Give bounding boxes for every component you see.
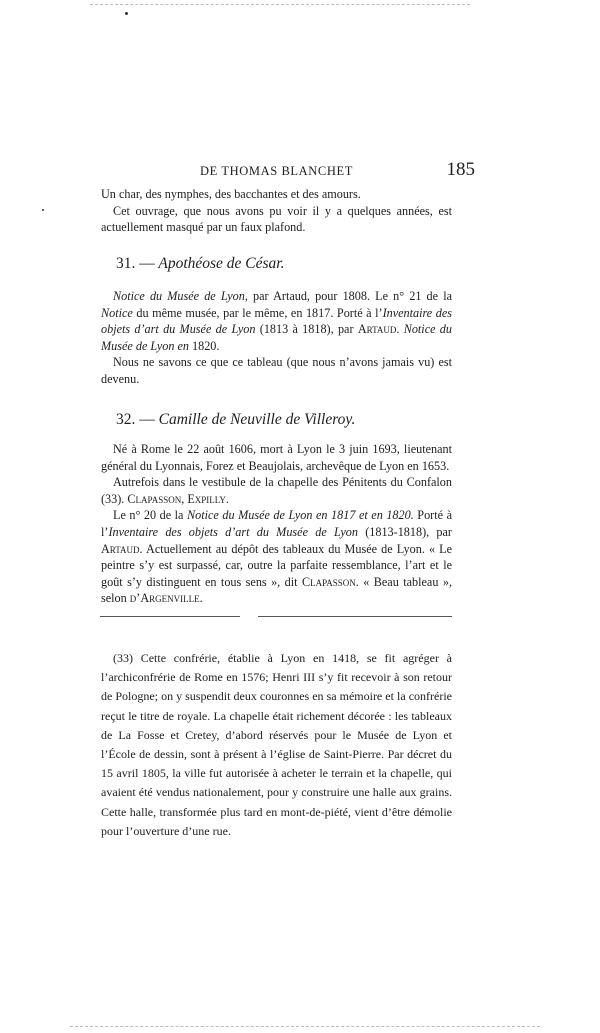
text-italic: Inventaire des objets d’art du Musée de Lyon [101, 305, 452, 337]
footnote-rule [100, 616, 240, 617]
running-title: DE THOMAS BLANCHET [200, 164, 353, 178]
footnote-rule [258, 616, 452, 617]
entry-31-number: 31. — [116, 255, 155, 272]
text-smallcaps: Artaud [101, 541, 140, 556]
text-run: (1813-1818), par [357, 524, 452, 539]
intro-line: Un char, des nymphes, des bacchantes et des amours. [101, 187, 361, 201]
page-number: 185 [446, 159, 475, 180]
entry-32-title: Camille de Neuville de Villeroy. [158, 411, 356, 428]
scan-dot [125, 12, 128, 15]
scan-dot [42, 209, 44, 211]
entry-32-paragraph-2 [101, 474, 452, 507]
text-run: . [225, 491, 229, 506]
text-run: Le n° 20 de la [113, 508, 187, 523]
text-run: par Artaud, pour 1808. Le n° 21 de la [247, 289, 452, 303]
text-smallcaps: Clapasson [301, 574, 356, 589]
entry-32-body [101, 441, 452, 607]
text-smallcaps: Artaud [357, 322, 397, 337]
text-italic: Notice du Musée de Lyon en 1817 et en 1820. [187, 508, 414, 523]
text-italic: Notice du Musée de Lyon, [113, 289, 248, 303]
text-run: 1820. [188, 338, 220, 353]
text-run: . [199, 591, 203, 606]
running-head [200, 159, 475, 182]
entry-31-paragraph-2: Nous ne savons ce que ce tableau (que nous n’avons jamais vu) est devenu. [101, 355, 452, 386]
text-run: . [396, 322, 404, 337]
text-run: du même musée, par le même, en 1817. Porté à l’ [132, 305, 383, 320]
text-run: Autrefois dans le vestibule de la chapelle des Pénitents du Confalon (33). [101, 475, 452, 506]
entry-31-body [101, 288, 452, 388]
text-italic: Notice [101, 305, 133, 320]
entry-32-paragraph-1: Né à Rome le 22 août 1606, mort à Lyon le 3 juin 1693, lieutenant général du Lyonnais, Forez et Beaujolais, archevêque de Lyon en 1653. [101, 442, 452, 473]
text-italic: Inventaire des objets d’art du Musée de Lyon [108, 524, 358, 539]
entry-31-title: Apothéose de César. [158, 255, 285, 272]
text-smallcaps: d’Argenville [129, 591, 200, 606]
text-run: Porté à l’ [101, 508, 452, 539]
scan-edge-bottom [70, 1026, 540, 1028]
text-smallcaps: Clapasson, Expilly [127, 491, 226, 506]
text-italic: Notice du Musée de Lyon en [101, 322, 452, 353]
footnote-33: (33) Cette confrérie, établie à Lyon en 1418, se fit agréger à l’archiconfrérie de Rome en 1576; Henri III s’y fit recevoir à son retour de Pologne; on y suspendit deux couronnes en sa mémoire et la confrérie reçut le titre de royale. La chapelle était richement décorée : les tableaux de La Fosse et Cretey, d’abord réservés pour le Musée de Lyon et l’École de dessin, sont à présent à l’église de Saint-Pierre. Par décret du 15 avril 1805, la ville fut autorisée à acheter le terrain et la chapelle, qui avaient été vendus nationalement, pour y construire une halle aux grains. Cette halle, transformée plus tard en mont-de-piété, vient d’être démolie pour l’ouverture d’une rue. [101, 651, 452, 838]
text-run: (1813 à 1818), par [255, 322, 358, 337]
entry-31-heading [116, 255, 446, 273]
intro-paragraph: Cet ouvrage, que nous avons pu voir il y a quelques années, est actuellement masqué par un faux plafond. [101, 203, 452, 235]
entry-32-number: 32. — [116, 411, 155, 428]
entry-31-paragraph-1 [101, 288, 452, 354]
entry-32-heading [116, 411, 446, 429]
text-run: . Actuellement au dépôt des tableaux du Musée de Lyon. « Le peintre s’y est surpassé, car, outre la parfaite ressemblance, l’art et le goût s’y distinguent en tous sens », dit [101, 541, 452, 589]
intro-text [101, 186, 452, 236]
text-run: . « Beau tableau », selon [101, 574, 452, 606]
entry-32-paragraph-3 [101, 507, 452, 607]
scan-edge-top [90, 4, 470, 6]
